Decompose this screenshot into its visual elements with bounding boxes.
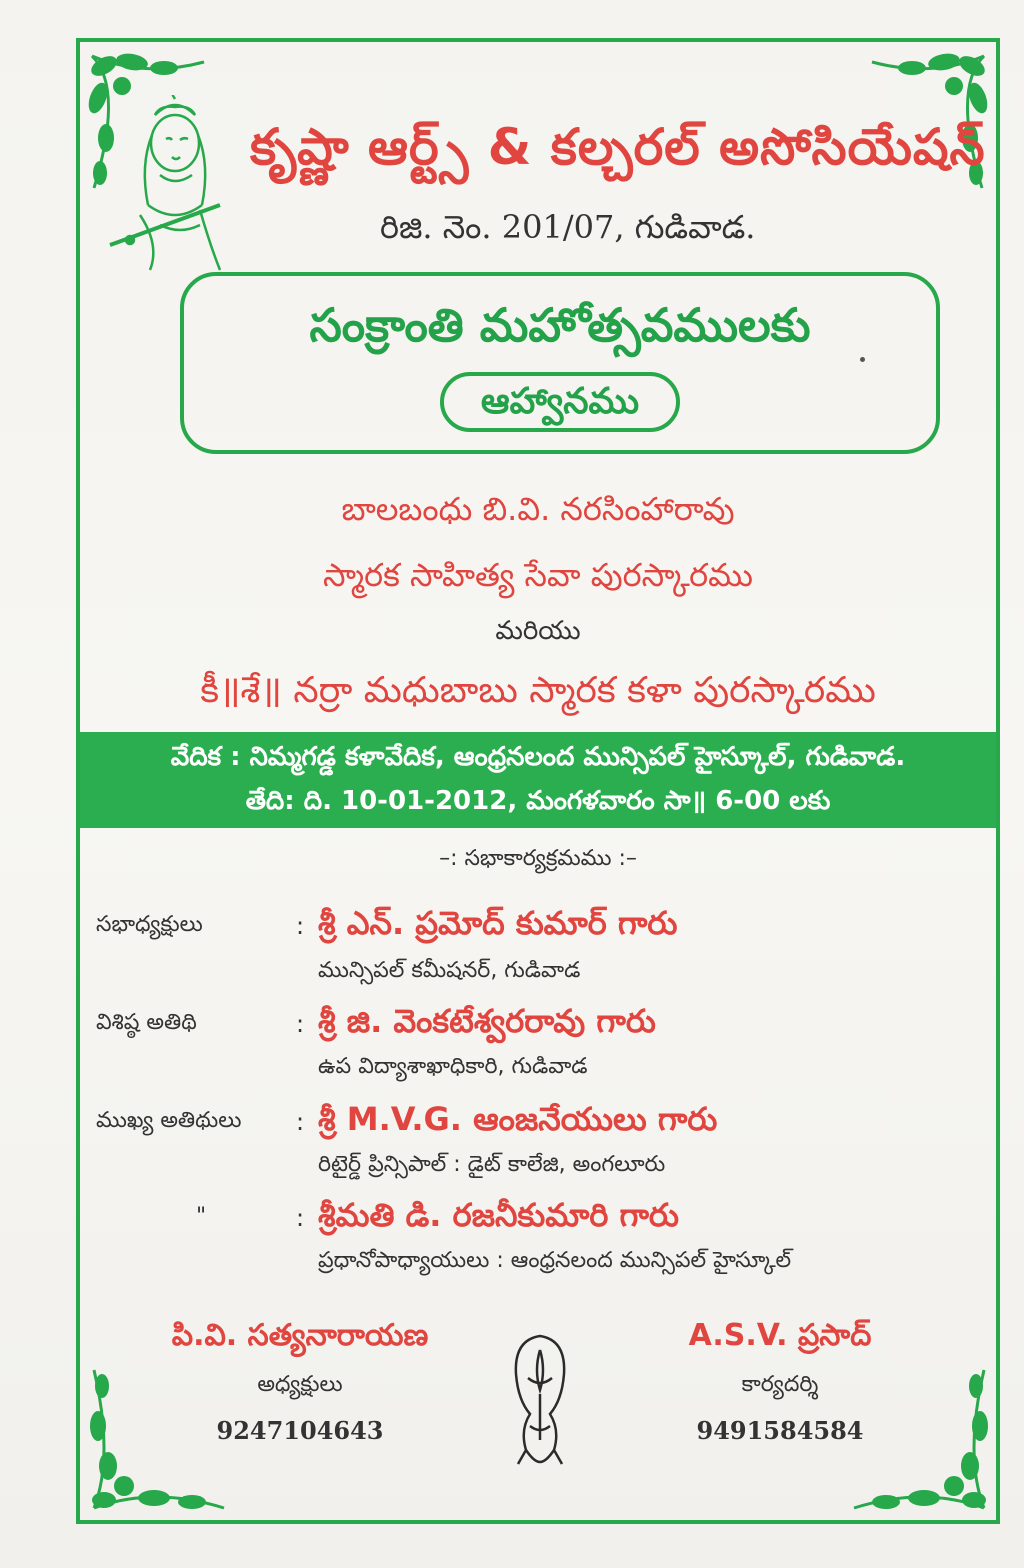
programme-heading: –: సభాకార్యక్రమము :–	[439, 846, 637, 871]
role-label: "	[196, 1204, 207, 1229]
secretary-name: A.S.V. ప్రసాద్	[688, 1318, 872, 1353]
colon: :	[296, 1010, 305, 1038]
secretary-role: కార్యదర్శి	[741, 1372, 819, 1397]
date-text: తేది: ది. 10-01-2012, మంగళవారం సా॥ 6-00 లకు	[245, 786, 831, 816]
person-designation: ఉప విద్యాశాఖాధికారి, గుడివాడ	[318, 1054, 588, 1079]
decorative-dot	[860, 357, 865, 362]
invitation-badge: ఆహ్వానము	[440, 372, 680, 432]
festival-title: సంక్రాంతి మహోత్సవములకు	[309, 298, 811, 352]
colon: :	[296, 912, 305, 940]
person-designation: ప్రధానోపాధ్యాయులు : ఆంధ్రనలంద మున్సిపల్ హైస్కూల్	[318, 1248, 792, 1273]
colon: :	[296, 1204, 305, 1232]
venue-band	[80, 732, 996, 828]
registration-number: రిజి. నెం. 201/07, గుడివాడ.	[380, 208, 756, 246]
president-phone: 9247104643	[216, 1416, 384, 1445]
award-line-1: బాలబంధు బి.వి. నరసింహారావు	[341, 490, 735, 528]
person-name: శ్రీ M.V.G. ఆంజనేయులు గారు	[318, 1100, 718, 1138]
person-name: శ్రీ జి. వెంకటేశ్వరరావు గారు	[318, 1002, 656, 1040]
person-name: శ్రీ ఎన్. ప్రమోద్ కుమార్ గారు	[318, 904, 678, 942]
person-designation: రిటైర్డ్ ప్రిన్సిపాల్ : డైట్ కాలేజి, అంగలూరు	[318, 1152, 666, 1177]
role-label: విశిష్ఠ అతిథి	[96, 1010, 197, 1035]
namaste-emblem-icon	[500, 1330, 580, 1470]
krishna-flute-illustration	[100, 95, 250, 275]
festival-banner	[180, 272, 940, 454]
award-conjunction: మరియు	[495, 616, 581, 646]
association-title: కృష్ణా ఆర్ట్స్ & కల్చరల్ అసోసియేషన్	[250, 118, 986, 176]
award-line-3: కీ॥శే॥ నర్రా మధుబాబు స్మారక కళా పురస్కారము	[200, 670, 876, 711]
award-line-2: స్మారక సాహిత్య సేవా పురస్కారము	[322, 556, 754, 594]
role-label: సభాధ్యక్షులు	[96, 912, 203, 937]
president-role: అధ్యక్షులు	[257, 1372, 343, 1397]
secretary-phone: 9491584584	[696, 1416, 864, 1445]
venue-text: వేదిక : నిమ్మగడ్డ కళావేదిక, ఆంధ్రనలంద మున్సిపల్ హైస్కూల్, గుడివాడ.	[170, 742, 906, 772]
president-name: పి.వి. సత్యనారాయణ	[171, 1318, 429, 1353]
role-label: ముఖ్య అతిథులు	[96, 1108, 242, 1133]
colon: :	[296, 1108, 305, 1136]
person-name: శ్రీమతి డి. రజనీకుమారి గారు	[318, 1196, 679, 1234]
person-designation: మున్సిపల్ కమీషనర్, గుడివాడ	[318, 958, 581, 983]
